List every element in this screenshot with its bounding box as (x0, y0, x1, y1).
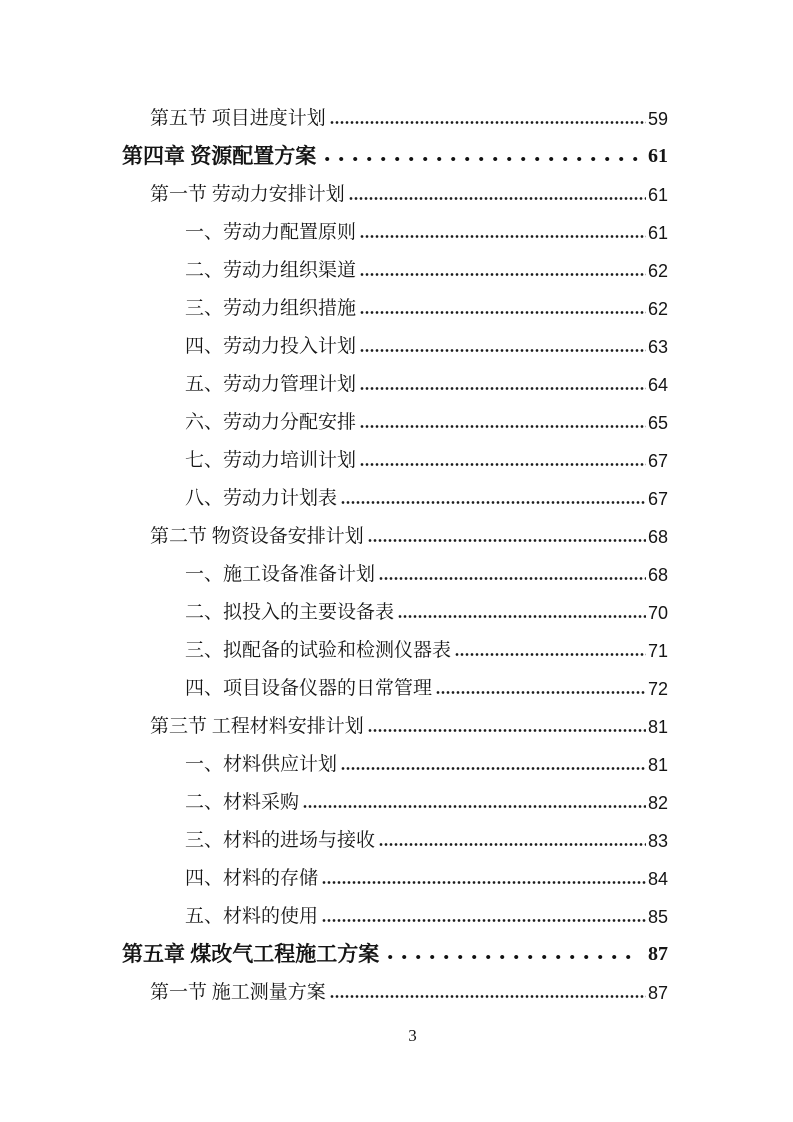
dot-leader (341, 767, 646, 770)
dot-leader (360, 349, 646, 352)
dot-leader (360, 311, 646, 314)
toc-entry-page: 63 (647, 337, 668, 358)
toc-entry-label: 一、材料供应计划 (185, 754, 338, 776)
toc-entry[interactable] (122, 928, 668, 966)
toc-entry-page: 67 (647, 451, 668, 472)
toc-entry-label: 八、劳动力计划表 (185, 488, 338, 510)
toc-entry-label: 三、拟配备的试验和检测仪器表 (185, 640, 452, 662)
toc-entry[interactable] (185, 548, 668, 586)
dot-leader (368, 539, 646, 542)
toc-entry-page: 61 (648, 145, 668, 167)
toc-entry-page: 61 (647, 185, 668, 206)
toc-entry[interactable] (185, 396, 668, 434)
toc-entry-label: 三、劳动力组织措施 (185, 298, 357, 320)
dot-leader (360, 463, 646, 466)
toc-entry[interactable] (185, 624, 668, 662)
toc-entry-page: 87 (648, 943, 668, 965)
toc-entry-page: 81 (647, 755, 668, 776)
dot-leader (360, 425, 646, 428)
toc-entry-label: 第三节 工程材料安排计划 (150, 716, 364, 738)
dot-leader (325, 157, 639, 161)
toc-entry[interactable] (185, 852, 668, 890)
toc-entry-page: 71 (647, 641, 668, 662)
toc-entry-label: 第五章 煤改气工程施工方案 (122, 941, 380, 966)
toc-entry-page: 61 (647, 223, 668, 244)
toc-entry[interactable] (150, 92, 668, 130)
toc-entry[interactable] (185, 662, 668, 700)
toc-entry-page: 83 (647, 831, 668, 852)
toc-entry-page: 62 (647, 261, 668, 282)
toc-entry-label: 第一节 劳动力安排计划 (150, 184, 345, 206)
toc-entry[interactable] (185, 282, 668, 320)
toc-entry-label: 七、劳动力培训计划 (185, 450, 357, 472)
dot-leader (360, 235, 646, 238)
toc-entry[interactable] (185, 890, 668, 928)
dot-leader (330, 121, 646, 124)
toc-entry[interactable] (185, 358, 668, 396)
toc-entry-label: 一、施工设备准备计划 (185, 564, 376, 586)
toc-entry-page: 87 (647, 983, 668, 1004)
toc-entry[interactable] (185, 320, 668, 358)
toc-entry-label: 四、劳动力投入计划 (185, 336, 357, 358)
dot-leader (322, 881, 646, 884)
toc-entry-page: 68 (647, 527, 668, 548)
toc-entry-label: 四、项目设备仪器的日常管理 (185, 678, 433, 700)
toc-entry-page: 70 (647, 603, 668, 624)
dot-leader (303, 805, 646, 808)
toc-entry[interactable] (185, 738, 668, 776)
toc-entry[interactable] (150, 510, 668, 548)
dot-leader (379, 577, 646, 580)
toc-entry[interactable] (185, 206, 668, 244)
toc-entry[interactable] (185, 814, 668, 852)
toc-entry-page: 67 (647, 489, 668, 510)
toc-entry-page: 68 (647, 565, 668, 586)
toc-entry-label: 第五节 项目进度计划 (150, 108, 326, 130)
toc-entry-page: 64 (647, 375, 668, 396)
toc-entry-label: 第一节 施工测量方案 (150, 982, 326, 1004)
toc-entry-label: 二、劳动力组织渠道 (185, 260, 357, 282)
dot-leader (330, 995, 646, 998)
toc-entry-page: 62 (647, 299, 668, 320)
toc-entry-label: 二、材料采购 (185, 792, 300, 814)
toc-entry-page: 59 (647, 109, 668, 130)
toc-entry-page: 85 (647, 907, 668, 928)
toc-entry-label: 六、劳动力分配安排 (185, 412, 357, 434)
dot-leader (360, 387, 646, 390)
toc-entry-label: 二、拟投入的主要设备表 (185, 602, 395, 624)
toc-entry-page: 81 (647, 717, 668, 738)
toc-entry[interactable] (150, 700, 668, 738)
toc-entry[interactable] (185, 776, 668, 814)
toc-entry[interactable] (185, 244, 668, 282)
toc-entry-page: 84 (647, 869, 668, 890)
toc-entry-label: 五、劳动力管理计划 (185, 374, 357, 396)
toc-entry[interactable] (150, 168, 668, 206)
dot-leader (368, 729, 646, 732)
dot-leader (379, 843, 646, 846)
dot-leader (388, 955, 639, 959)
toc-entry[interactable] (150, 966, 668, 1004)
toc-entry-page: 65 (647, 413, 668, 434)
dot-leader (398, 615, 646, 618)
dot-leader (455, 653, 646, 656)
footer-page-number: 3 (408, 1026, 417, 1045)
dot-leader (349, 197, 646, 200)
toc-entry-label: 第二节 物资设备安排计划 (150, 526, 364, 548)
toc-entry[interactable] (185, 472, 668, 510)
toc-entry[interactable] (185, 434, 668, 472)
toc-entry-label: 一、劳动力配置原则 (185, 222, 357, 244)
toc-entry[interactable] (122, 130, 668, 168)
dot-leader (436, 691, 646, 694)
dot-leader (360, 273, 646, 276)
toc-entry-page: 72 (647, 679, 668, 700)
toc-entry-page: 82 (647, 793, 668, 814)
toc-entry[interactable] (185, 586, 668, 624)
toc-entry-label: 三、材料的进场与接收 (185, 830, 376, 852)
toc-entry-label: 五、材料的使用 (185, 906, 319, 928)
toc-entry-label: 四、材料的存储 (185, 868, 319, 890)
dot-leader (341, 501, 646, 504)
dot-leader (322, 919, 646, 922)
toc-entry-label: 第四章 资源配置方案 (122, 143, 317, 168)
